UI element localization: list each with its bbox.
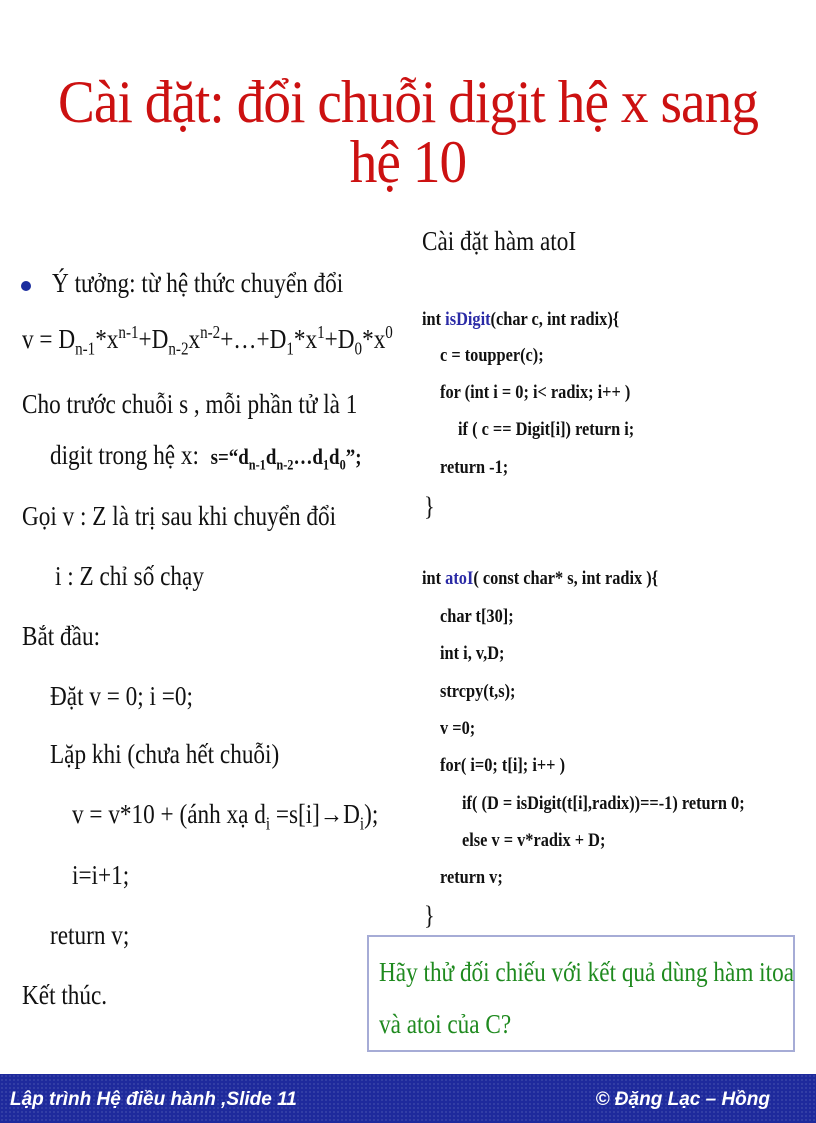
- code-brace: }: [424, 901, 435, 930]
- footer-author: © Đặng Lạc – Hồng: [595, 1089, 770, 1110]
- end-text: Kết thúc.: [22, 980, 108, 1010]
- code-line: int isDigit(char c, int radix){: [422, 309, 620, 330]
- var-v-text: Gọi v : Z là trị sau khi chuyển đổi: [22, 501, 337, 531]
- code-line: else v = v*radix + D;: [462, 830, 606, 851]
- string-definition: $s=“d_{n-1}d_{n-2}\dots d_1d_0$”;: [210, 444, 362, 474]
- code-line: return -1;: [440, 457, 509, 478]
- init-text: Đặt v = 0; i =0;: [50, 681, 193, 711]
- bullet-icon: [21, 281, 31, 291]
- step-text: v = v*10 + (ánh xạ $d_i =s[i]\to D_i$);: [72, 799, 379, 834]
- given-text-1: Cho trước chuỗi s , mỗi phần tử là 1: [22, 389, 358, 419]
- code-line: char t[30];: [440, 606, 514, 627]
- var-i-text: i : Z chỉ số chạy: [55, 561, 204, 591]
- increment-text: i=i+1;: [72, 860, 130, 890]
- code-line: c = toupper(c);: [440, 345, 544, 366]
- code-line: return v;: [440, 867, 503, 888]
- function-name: isDigit: [445, 309, 491, 330]
- return-text: return v;: [50, 920, 130, 950]
- conversion-formula: $v = D_{n-1}*x^{n-1}+D_{n-2}x^{n-2}+\dots+D_1*x^1+D_0*x^0$: [22, 322, 393, 359]
- loop-text: Lặp khi (chưa hết chuỗi): [50, 739, 280, 769]
- code-brace: }: [424, 492, 435, 521]
- note-line-1: Hãy thử đối chiếu với kết quả dùng hàm itoa: [379, 957, 795, 987]
- note-line-2: và atoi của C?: [379, 1009, 512, 1039]
- code-line: for (int i = 0; i< radix; i++ ): [440, 382, 631, 403]
- code-line: v =0;: [440, 718, 476, 739]
- idea-text: Ý tưởng: từ hệ thức chuyển đổi: [52, 268, 344, 298]
- function-name: atoI: [445, 568, 474, 589]
- code-line: for( i=0; t[i]; i++ ): [440, 755, 566, 776]
- code-heading: Cài đặt hàm atoI: [422, 226, 577, 256]
- footer-bar: [0, 1074, 816, 1123]
- code-line: if ( c == Digit[i]) return i;: [458, 419, 635, 440]
- code-line: int i, v,D;: [440, 643, 505, 664]
- code-line: int atoI( const char* s, int radix ){: [422, 568, 659, 589]
- given-text-2: digit trong hệ x: $s=“d_{n-1}d_{n-2}\dots d_1d_0$”;: [50, 440, 362, 474]
- code-line: if( (D = isDigit(t[i],radix))==-1) return 0;: [462, 793, 745, 814]
- slide-title: Cài đặt: đổi chuỗi digit hệ x sang hệ 10: [57, 69, 759, 195]
- begin-text: Bắt đầu:: [22, 621, 101, 651]
- footer-course: Lập trình Hệ điều hành ,Slide 11: [10, 1089, 297, 1110]
- note-box: [367, 935, 795, 1052]
- code-line: strcpy(t,s);: [440, 681, 516, 702]
